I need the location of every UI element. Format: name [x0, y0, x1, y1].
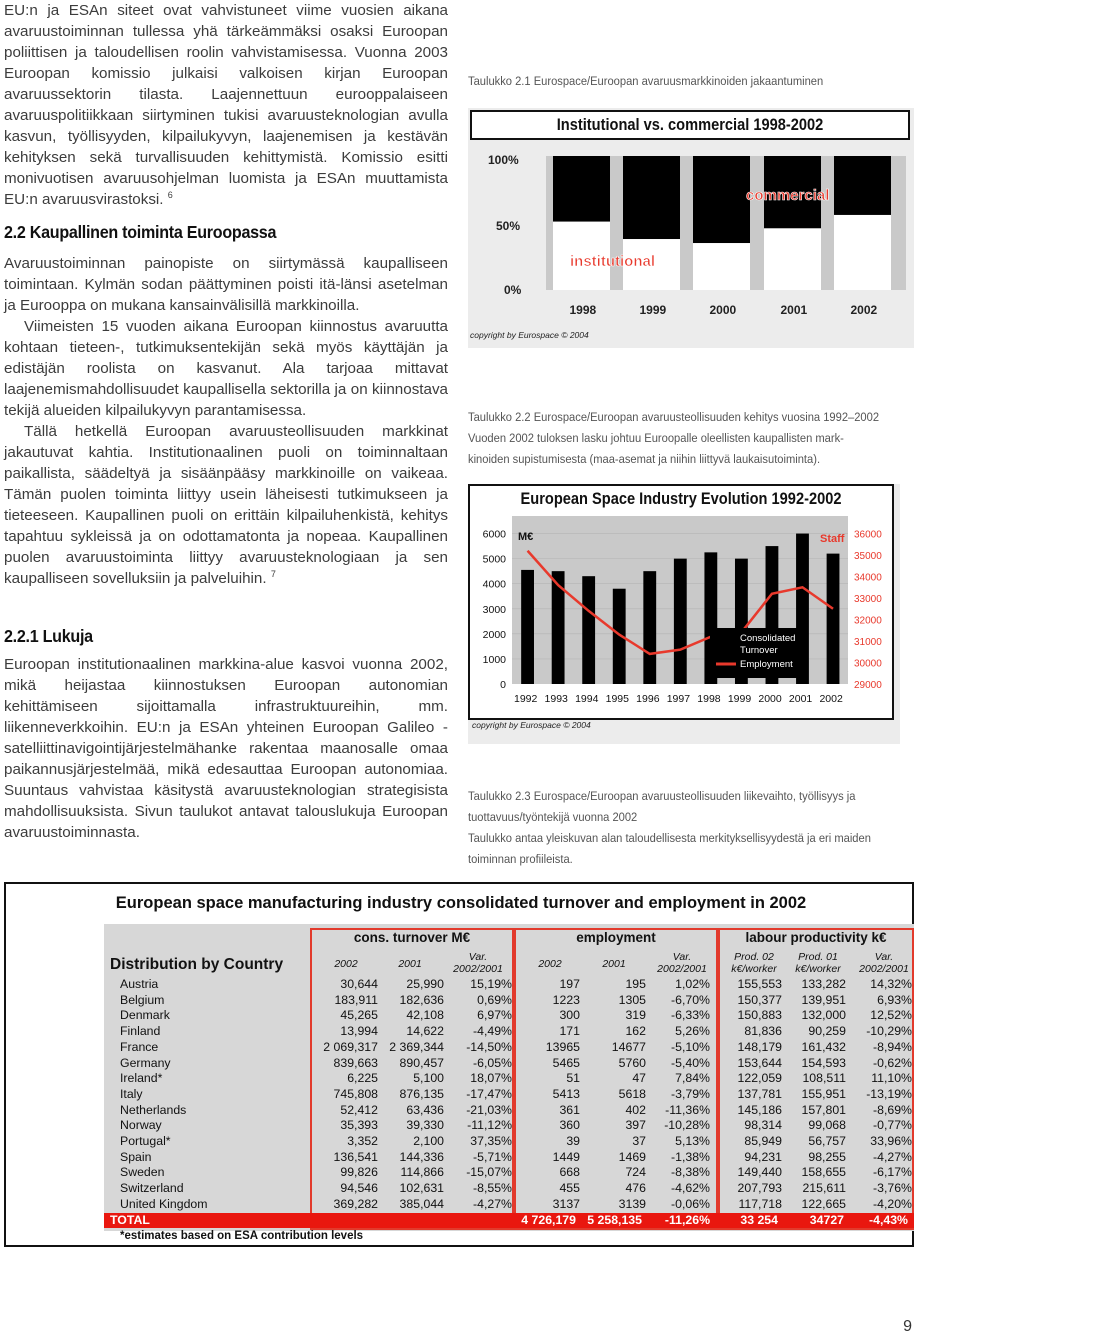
- group-head-turnover: cons. turnover M€: [353, 930, 471, 945]
- table-cell: 5,100: [413, 1071, 444, 1086]
- table-cell: -6,70%: [671, 992, 710, 1007]
- table-cell: 361: [559, 1102, 580, 1117]
- table-row: [6, 1087, 916, 1103]
- table-cell: 39,330: [406, 1118, 444, 1133]
- table-cell: 3139: [618, 1196, 646, 1211]
- table-cell: 56,757: [808, 1134, 846, 1148]
- table-cell: 150,883: [737, 1008, 782, 1023]
- table-cell: 99,826: [340, 1165, 378, 1180]
- table-cell: 153,644: [737, 1055, 782, 1070]
- caption-table-2-2: [468, 407, 879, 470]
- table-cell: 182,636: [399, 992, 444, 1007]
- table-cell: 6,225: [347, 1071, 378, 1086]
- table-cell: -8,38%: [671, 1165, 710, 1180]
- table-cell: -3,76%: [873, 1181, 912, 1196]
- chart1-bar-institutional-2001: [764, 228, 821, 290]
- chart-space-industry-evolution-frame: [468, 484, 900, 744]
- table-cell: -6,05%: [473, 1055, 512, 1070]
- table-cell: 397: [625, 1118, 646, 1133]
- table-cell: 136,541: [333, 1149, 378, 1164]
- table-cell: 0,69%: [477, 992, 512, 1007]
- table-cell: 7,84%: [675, 1071, 710, 1086]
- table-cell: 144,336: [399, 1149, 444, 1164]
- chart2-copyright: copyright by Eurospace © 2004: [472, 720, 591, 730]
- table-cell: 5,26%: [675, 1024, 710, 1039]
- chart2-ytick-right-34000: 34000: [854, 572, 882, 584]
- table-cell: 5618: [618, 1086, 646, 1101]
- chart2-ytick-left-4000: 4000: [482, 578, 506, 591]
- chart2-legend-consolidated: Consolidated: [740, 633, 796, 644]
- turnover-employment-table: [4, 882, 1110, 1247]
- chart2-xtick-1997: 1997: [666, 693, 691, 705]
- chart1-ytick-100: 100%: [488, 153, 519, 167]
- table-cell: 300: [559, 1008, 580, 1023]
- table-cell: 13,994: [340, 1024, 378, 1039]
- table-cell: 94,231: [744, 1149, 782, 1164]
- chart1-ytick-50: 50%: [496, 219, 521, 233]
- table-cell: 3,352: [347, 1134, 378, 1148]
- table-cell: 155,951: [801, 1086, 846, 1101]
- table-country: Germany: [120, 1055, 171, 1070]
- table-cell: 154,593: [801, 1055, 846, 1070]
- table-cell: -5,71%: [473, 1149, 512, 1164]
- caption-2-2-line2: Vuoden 2002 tuloksen lasku johtuu Euroopalle oleellisten kaupallisten mark-: [468, 431, 844, 445]
- table-country: Denmark: [120, 1008, 170, 1023]
- chart2-xtick-1996: 1996: [636, 693, 660, 705]
- table-cell: 12,52%: [870, 1008, 912, 1023]
- chart2-xtick-2001: 2001: [788, 693, 813, 705]
- table-row: [6, 1040, 916, 1056]
- table-cell: 122,059: [737, 1071, 782, 1086]
- chart1-title-box: [470, 110, 910, 140]
- table-cell: 195: [625, 977, 646, 991]
- section-heading-2-2: 2.2 Kaupallinen toiminta Euroopassa: [4, 222, 277, 242]
- table-cell: 155,553: [737, 977, 782, 991]
- table-cell: 148,179: [737, 1039, 782, 1054]
- table-cell: -10,28%: [664, 1118, 710, 1133]
- chart1-bar-commercial-2000: [693, 156, 750, 243]
- table-cell: 1305: [618, 992, 646, 1007]
- chart2-ytick-right-31000: 31000: [854, 637, 882, 649]
- table-cell: 5 258,135: [587, 1212, 642, 1227]
- table-cell: -15,07%: [466, 1165, 512, 1180]
- table-cell: -11,26%: [664, 1212, 710, 1227]
- chart1-label-commercial: commercial: [746, 187, 830, 204]
- chart2-ytick-left-3000: 3000: [482, 603, 506, 616]
- table-cell: 14,32%: [870, 977, 912, 991]
- table-cell: 724: [625, 1165, 646, 1180]
- chart2-ytick-right-29000: 29000: [854, 680, 882, 691]
- table-cell: -17,47%: [466, 1086, 512, 1101]
- section-heading-2-2-1: 2.2.1 Lukuja: [4, 626, 93, 646]
- chart2-ytick-right-36000: 36000: [854, 529, 882, 541]
- chart2-xtick-1999: 1999: [727, 693, 752, 705]
- table-cell: 183,911: [334, 992, 378, 1007]
- table-row: [6, 977, 916, 993]
- table-cell: 51: [566, 1071, 580, 1086]
- table-cell: 151,413: [999, 1212, 1044, 1227]
- table-cell: -10,29%: [866, 1024, 912, 1039]
- chart2-ytick-left-2000: 2000: [482, 628, 506, 641]
- intro-paragraph: [4, 0, 448, 210]
- table-cell: 139,951: [801, 992, 846, 1007]
- table-cell: 14,622: [406, 1024, 444, 1039]
- table-cell: 18,07%: [470, 1071, 512, 1086]
- page-number: 9: [903, 1318, 912, 1335]
- table-cell: 745,808: [333, 1086, 378, 1101]
- table-cell: 839,663: [333, 1055, 378, 1070]
- table-cell: 402: [625, 1102, 646, 1117]
- table-cell: 47: [632, 1071, 646, 1086]
- subhead-2: Var. 2002/2001: [453, 951, 503, 975]
- table-cell: -0,77%: [873, 1118, 912, 1133]
- table-country: France: [120, 1039, 159, 1054]
- table-cell: -8,94%: [873, 1039, 912, 1054]
- chart2-bar-turnover-2002: [827, 554, 840, 684]
- table-cell: -8,69%: [873, 1102, 912, 1117]
- table-cell: 108,511: [802, 1071, 846, 1086]
- table-cell: 1449: [552, 1149, 580, 1164]
- table-cell: 4 726,179: [521, 1212, 576, 1227]
- table-country: Netherlands: [120, 1102, 187, 1117]
- table-cell: 171: [559, 1024, 580, 1039]
- table-cell: 37: [632, 1134, 646, 1148]
- table-cell: -1,38%: [671, 1149, 710, 1164]
- table-cell: 117,718: [738, 1196, 782, 1211]
- chart1-ytick-0: 0%: [504, 283, 522, 297]
- caption-2-3-line3: Taulukko antaa yleiskuvan alan taloudellisesta merkityksellisyydestä ja eri maiden: [468, 831, 871, 845]
- table-cell: 142,124: [935, 1212, 980, 1227]
- table-cell: 33 254: [740, 1212, 778, 1227]
- table-cell: 37,35%: [470, 1134, 512, 1148]
- table-country: Finland: [120, 1024, 161, 1039]
- table-cell: 149,440: [737, 1165, 782, 1180]
- table-cell: 33,96%: [870, 1134, 912, 1148]
- table-cell: 385,044: [399, 1196, 444, 1211]
- chart2-ytick-left-5000: 5000: [482, 553, 506, 566]
- table-cell: 162: [625, 1024, 646, 1039]
- chart2-bar-turnover-1997: [674, 559, 687, 684]
- caption-table-2-1: Taulukko 2.1 Eurospace/Euroopan avaruusmarkkinoiden jakaantuminen: [468, 74, 824, 88]
- para-lukuja: Euroopan institutionaalinen markkina-alue kasvoi vuonna 2002, mikä heijastaa kiinnostuksen Euroopan autonomian kehittämiseen sijoittamalla infrastruktuureihin, mm. liikenneverkkoihin. EU:n ja ESAn yhteinen Euroopan Galileo -satelliittinavigointijärjestelmähanke rakentaa maanosalle omaa paikannusjärjestelmää, mikä edesauttaa Euroopan autonomiaa. Suuntaus vahvistaa käsitystä avaruusteknologian strategisista mahdollisuuksista. Sivun taulukot antavat talouslukuja Euroopan avaruustoiminnasta.: [4, 656, 448, 841]
- table-cell: 1469: [618, 1149, 646, 1164]
- subhead-4: 2001: [602, 958, 626, 970]
- table-cell: 360: [559, 1118, 580, 1133]
- para-15-years: Viimeisten 15 vuoden aikana Euroopan kiinnostus avaruutta kohtaan tieteen-, tutkimuksentekijän sekä myös käyttäjän ja edistäjän roolista on kasvanut. Ala tarjoaa mittavat laajenemismahdollisuudet kaupallisella sektorilla ja on kiinnostava tekijä alueiden kilpailukyvyn parantamisessa.: [4, 318, 448, 419]
- table-cell: -11,36%: [665, 1102, 710, 1117]
- table-cell: 35,393: [340, 1118, 378, 1133]
- caption-2-3-title: Taulukko 2.3 Eurospace/Euroopan avaruusteollisuuden liikevaihto, työllisyys ja: [468, 789, 856, 803]
- table-country: Austria: [120, 977, 159, 991]
- table-country: Portugal*: [120, 1134, 171, 1148]
- chart1-svg: [468, 142, 914, 328]
- table-cell: 890,457: [399, 1055, 444, 1070]
- table-cell: 122,665: [801, 1196, 846, 1211]
- table-cell: 114,866: [400, 1165, 444, 1180]
- chart2-ytick-left-6000: 6000: [482, 528, 506, 541]
- section-2-2-1-body: [4, 654, 448, 843]
- caption-2-3-line4: toiminnan profiileista.: [468, 852, 573, 866]
- table-row: [6, 1071, 916, 1087]
- chart2-ytick-right-32000: 32000: [854, 615, 882, 627]
- table-cell: 45,265: [340, 1008, 378, 1023]
- table-cell: 5413: [552, 1086, 580, 1101]
- table-cell: -5,40%: [671, 1055, 710, 1070]
- table-cell: 81,836: [744, 1024, 782, 1039]
- chart1-bar-commercial-1999: [623, 156, 680, 239]
- table-cell: 157,801: [801, 1102, 846, 1117]
- chart2-xtick-2002: 2002: [819, 693, 843, 705]
- intro-text: EU:n ja ESAn siteet ovat vahvistuneet viime vuosien aikana avaruustoiminnan tullessa yhä tärkeämmäksi osaksi Euroopan poliittisen ja taloudellisen roolin vahvistamisessa. Vuonna 2003 Euroopan komissio julkaisi valkoisen kirjan Euroopan avaruussektorin tilasta. Laajennettuun eurooppalaiseen avaruuspolitiikkaan siirtyminen tukisi avaruusteknologian avulla kasvun, työllisyyden, kilpailukyvyn, laajenemisen ja kestävän kehityksen sekä turvallisuuden kehittymistä. Komissio esitti monivuotisen avaruusohjelman luomista ja ESAn muuttamista EU:n avaruusvirastoksi.: [4, 2, 448, 208]
- table-cell: -3,79%: [671, 1086, 710, 1101]
- table-cell: 15,19%: [470, 977, 512, 991]
- table-cell: -21,03%: [466, 1102, 512, 1117]
- table-cell: -4,49%: [473, 1024, 512, 1039]
- chart2-xtick-1998: 1998: [697, 693, 721, 705]
- table-row: [6, 1181, 916, 1197]
- chart1-bar-commercial-1998: [553, 156, 610, 222]
- chart2-xtick-1994: 1994: [575, 693, 599, 705]
- table-cell: 132,000: [801, 1008, 846, 1023]
- table-cell: 197: [559, 977, 580, 991]
- subhead-0: 2002: [334, 958, 358, 970]
- table-cell: 6,93%: [877, 992, 912, 1007]
- chart1-bar-institutional-2002: [834, 215, 891, 290]
- table-cell: -11,12%: [467, 1118, 512, 1133]
- table-row: [6, 993, 916, 1009]
- table-cell: -14,50%: [466, 1039, 512, 1054]
- chart1-label-institutional: institutional: [570, 253, 655, 270]
- table-row: [6, 1056, 916, 1072]
- subhead-8: Var. 2002/2001: [859, 951, 909, 975]
- table-footnote: *estimates based on ESA contribution levels: [120, 1230, 364, 1242]
- table-cell: 5465: [552, 1055, 580, 1070]
- table-country: Norway: [120, 1118, 162, 1133]
- chart1-xtick-1998: 1998: [569, 303, 597, 317]
- table-cell: -13,19%: [866, 1086, 912, 1101]
- chart2-xtick-1993: 1993: [544, 693, 568, 705]
- table-cell: 30,644: [340, 977, 378, 991]
- chart2-bar-turnover-1994: [582, 576, 595, 684]
- chart1-bar-commercial-2002: [834, 156, 891, 215]
- chart2-xtick-1992: 1992: [514, 693, 538, 705]
- chart2-ytick-right-33000: 33000: [854, 594, 882, 606]
- table-title: European space manufacturing industry consolidated turnover and employment in 2002: [115, 894, 807, 912]
- table-row: [6, 1024, 916, 1040]
- para-commercial-shift: Avaruustoiminnan painopiste on siirtymässä kaupalliseen toimintaan. Kylmän sodan päättyminen poisti itä-länsi asetelman ja Eurooppa on mukana kansainvälisillä markkinoilla.: [4, 255, 448, 314]
- chart2-legend-employment: Employment: [740, 659, 793, 670]
- table-cell: 98,255: [808, 1149, 846, 1164]
- table-cell: 150,377: [737, 992, 782, 1007]
- table-cell: 476: [625, 1181, 646, 1196]
- chart2-ylabel-right: Staff: [820, 533, 845, 545]
- table-cell: 161,432: [801, 1039, 846, 1054]
- subhead-7: Prod. 01 k€/worker: [795, 951, 841, 975]
- table-total-row: [104, 1212, 1110, 1229]
- table-row: [6, 1103, 916, 1119]
- section-2-2-body: [4, 253, 448, 589]
- table-row: [6, 1197, 916, 1213]
- caption-2-2-title: Taulukko 2.2 Eurospace/Euroopan avaruusteollisuuden kehitys vuosina 1992–2002: [468, 410, 880, 424]
- chart1-title: Institutional vs. commercial 1998-2002: [556, 115, 824, 134]
- table-cell: 85,949: [744, 1134, 782, 1148]
- table-cell: -4,43%: [869, 1212, 908, 1227]
- footnote-ref-6: 6: [167, 189, 173, 200]
- group-head-productivity: labour productivity k€: [745, 930, 887, 945]
- table-cell: 3137: [552, 1196, 580, 1211]
- table-cell: 133,282: [801, 977, 846, 991]
- table-row-header: Distribution by Country: [110, 956, 284, 973]
- chart2-ytick-left-1000: 1000: [482, 653, 506, 666]
- table-cell: 876,135: [399, 1086, 444, 1101]
- chart1-copyright: copyright by Eurospace © 2004: [470, 330, 589, 340]
- table-cell: 102,631: [399, 1181, 444, 1196]
- table-row: [6, 1150, 916, 1166]
- table-row: [6, 1165, 916, 1181]
- table-cell: 99,068: [808, 1118, 846, 1133]
- table-cell: 6,97%: [477, 1008, 512, 1023]
- table-cell: 158,655: [801, 1165, 846, 1180]
- table-cell: 145,186: [737, 1102, 782, 1117]
- table-cell: 215,611: [802, 1181, 846, 1196]
- chart2-legend-turnover: Turnover: [740, 645, 778, 656]
- table-cell: 5,13%: [675, 1134, 710, 1148]
- table-cell: 98,314: [744, 1118, 782, 1133]
- chart2-title: European Space Industry Evolution 1992-2002: [520, 489, 842, 508]
- table-cell: -4,20%: [873, 1196, 912, 1211]
- chart1-bar-institutional-2000: [693, 243, 750, 290]
- table-cell: 319: [625, 1008, 646, 1023]
- table-cell: -4,62%: [671, 1181, 710, 1196]
- table-cell: 455: [559, 1181, 580, 1196]
- table-cell: -5,10%: [671, 1039, 710, 1054]
- subhead-5: Var. 2002/2001: [657, 951, 707, 975]
- table-cell: 207,793: [737, 1181, 782, 1196]
- chart2-bar-turnover-1996: [643, 571, 656, 684]
- table-cell: 1,02%: [675, 977, 710, 991]
- table-row: [6, 1134, 916, 1150]
- table-row: [6, 1008, 916, 1024]
- chart2-svg: [468, 512, 894, 718]
- chart2-xtick-1995: 1995: [605, 693, 629, 705]
- table-country: Belgium: [120, 992, 165, 1007]
- table-cell: 52,412: [340, 1102, 378, 1117]
- group-head-employment: employment: [576, 930, 656, 945]
- table-cell: 90,259: [808, 1024, 846, 1039]
- chart2-ylabel-left: M€: [518, 531, 534, 543]
- table-country: Spain: [120, 1149, 152, 1164]
- table-country: Italy: [120, 1086, 143, 1101]
- chart1-xtick-2000: 2000: [709, 303, 737, 317]
- table-country: TOTAL: [110, 1212, 150, 1227]
- subhead-1: 2001: [398, 958, 422, 970]
- chart2-ytick-right-30000: 30000: [854, 658, 882, 670]
- table-cell: 34727: [809, 1212, 844, 1227]
- table-cell: 2 069,317: [323, 1039, 378, 1054]
- table-cell: -6,54%: [1071, 1212, 1110, 1227]
- table-cell: 11,10%: [871, 1071, 912, 1086]
- table-cell: 42,108: [406, 1008, 444, 1023]
- table-country: Sweden: [120, 1165, 165, 1180]
- chart-institutional-commercial-frame: [468, 108, 914, 348]
- table-country: United Kingdom: [120, 1196, 208, 1211]
- table-cell: 14677: [611, 1039, 646, 1054]
- chart2-ytick-right-35000: 35000: [854, 551, 882, 563]
- chart2-ytick-left-0: 0: [500, 679, 506, 691]
- table-country: Ireland*: [120, 1071, 163, 1086]
- table-cell: 369,282: [333, 1196, 378, 1211]
- table-country: Switzerland: [120, 1181, 184, 1196]
- table-cell: -6,33%: [671, 1008, 710, 1023]
- table-cell: -0,06%: [671, 1196, 710, 1211]
- table-cell: -6,17%: [873, 1165, 912, 1180]
- table-cell: 2 369,344: [389, 1039, 444, 1054]
- table-cell: -4,27%: [873, 1149, 912, 1164]
- table-cell: 5760: [618, 1055, 646, 1070]
- subhead-3: 2002: [538, 958, 562, 970]
- table-row: [6, 1118, 916, 1134]
- table-cell: 13965: [545, 1039, 580, 1054]
- table-cell: 668: [559, 1165, 580, 1180]
- table-cell: -4,27%: [473, 1196, 512, 1211]
- table-cell: 137,781: [737, 1086, 782, 1101]
- table-cell: 39: [566, 1134, 580, 1148]
- footnote-ref-7: 7: [270, 568, 276, 579]
- caption-2-3-line2: tuottavuus/työntekijä vuonna 2002: [468, 810, 638, 824]
- table-cell: 63,436: [406, 1102, 444, 1117]
- chart2-xtick-2000: 2000: [758, 693, 782, 705]
- caption-table-2-3: [468, 786, 871, 870]
- table-cell: 2,100: [413, 1134, 444, 1148]
- caption-2-2-line3: kinoiden supistumisesta (maa-asemat ja niihin liittyvä laukaisutoiminta).: [468, 452, 821, 466]
- chart1-xtick-1999: 1999: [639, 303, 667, 317]
- table-cell: 94,546: [340, 1181, 378, 1196]
- table-cell: 1223: [552, 992, 580, 1007]
- table-cell: -8,55%: [473, 1181, 512, 1196]
- para-market-split: Tällä hetkellä Euroopan avaruusteollisuuden markkinat jakautuvat kahtia. Institutionaalinen puoli on toiminnaltaan paikallista, säädeltyä ja sisäänpääsy markkinoille on vaikeaa. Tämän puolen toiminta liittyy usein läheisesti tutkimukseen ja tieteeseen. Kaupallinen puoli on erittäin kilpailuhenkistä, kehitys tapahtuu sykleissä ja on odottamatonta ja nopeaa. Kaupallinen puolen avaruustoiminta liittyy avaruusteknologiaan ja sen kaupalliseen sovelluksiin ja palveluihin.: [4, 423, 448, 587]
- table-cell: 25,990: [406, 977, 444, 991]
- table-cell: -0,62%: [873, 1055, 912, 1070]
- chart2-bar-turnover-1992: [521, 570, 534, 684]
- chart1-xtick-2001: 2001: [780, 303, 808, 317]
- subhead-6: Prod. 02 k€/worker: [731, 951, 777, 975]
- chart1-xtick-2002: 2002: [850, 303, 878, 317]
